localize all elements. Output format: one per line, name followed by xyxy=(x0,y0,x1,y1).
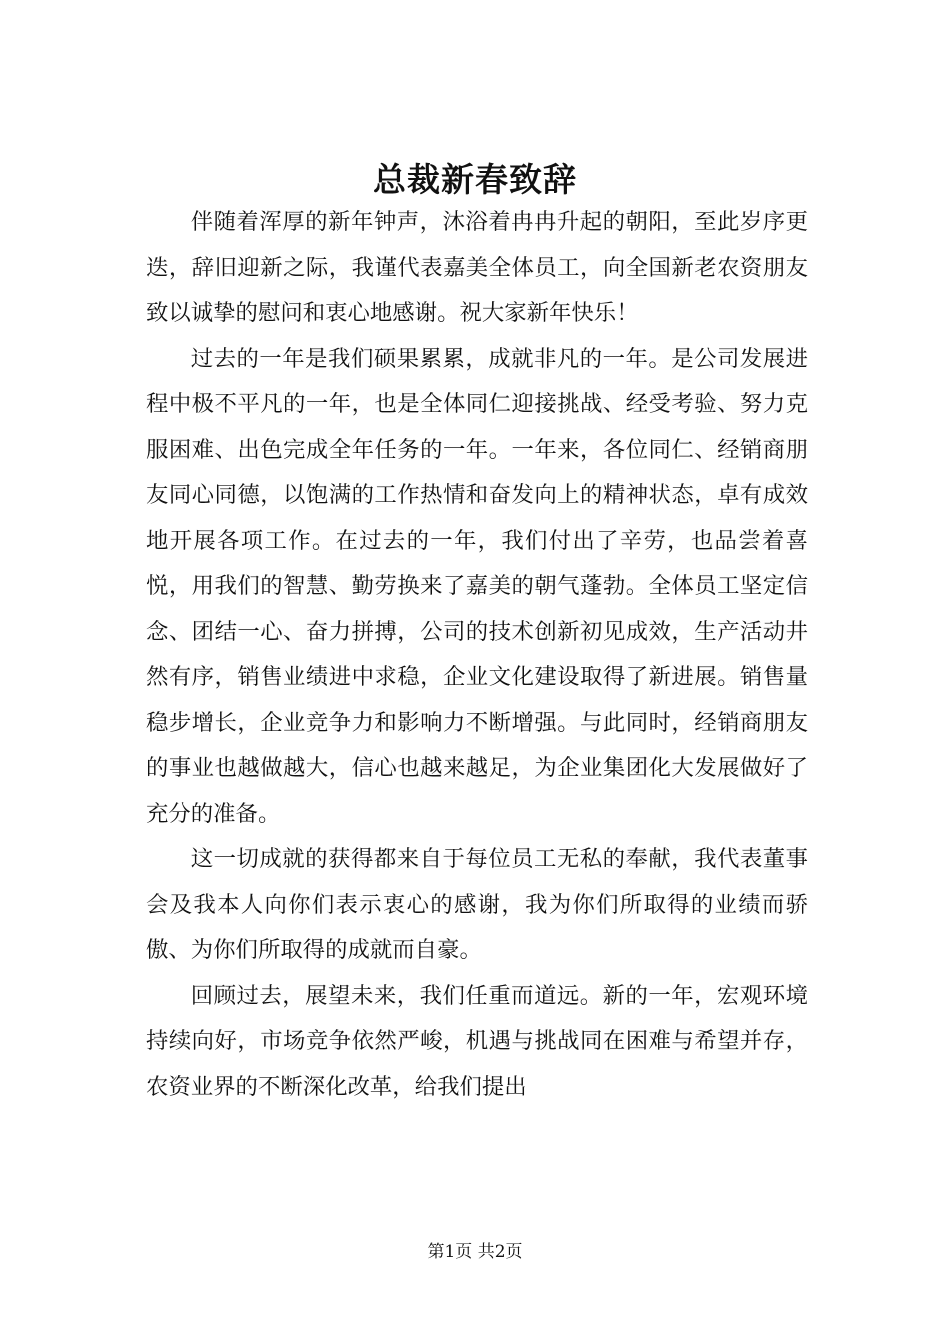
paragraph-2: 过去的一年是我们硕果累累，成就非凡的一年。是公司发展进程中极不平凡的一年，也是全体同仁迎接挑战、经受考验、努力克服困难、出色完成全年任务的一年。一年来，各位同仁、经销商朋友同心同德，以饱满的工作热情和奋发向上的精神状态，卓有成效地开展各项工作。在过去的一年，我们付出了辛劳，也品尝着喜悦，用我们的智慧、勤劳换来了嘉美的朝气蓬勃。全体员工坚定信念、团结一心、奋力拼搏，公司的技术创新初见成效，生产活动井然有序，销售业绩进中求稳，企业文化建设取得了新进展。销售量稳步增长，企业竞争力和影响力不断增强。与此同时，经销商朋友的事业也越做越大，信心也越来越足，为企业集团化大发展做好了充分的准备。 xyxy=(146,345,808,827)
document-title: 总裁新春致辞 xyxy=(373,160,577,200)
paragraph-1: 伴随着浑厚的新年钟声，沐浴着冉冉升起的朝阳，至此岁序更迭，辞旧迎新之际，我谨代表嘉美全体员工，向全国新老农资朋友致以诚挚的慰问和衷心地感谢。祝大家新年快乐！ xyxy=(146,209,808,326)
paragraph-3: 这一切成就的获得都来自于每位员工无私的奉献，我代表董事会及我本人向你们表示衷心的感谢，我为你们所取得的业绩而骄傲、为你们所取得的成就而自豪。 xyxy=(146,846,808,963)
paragraph-4: 回顾过去，展望未来，我们任重而道远。新的一年，宏观环境持续向好，市场竞争依然严峻，机遇与挑战同在困难与希望并存，农资业界的不断深化改革，给我们提出 xyxy=(146,982,808,1100)
page-footer: 第1页 共2页 xyxy=(427,1242,523,1262)
document-body xyxy=(146,200,808,1110)
